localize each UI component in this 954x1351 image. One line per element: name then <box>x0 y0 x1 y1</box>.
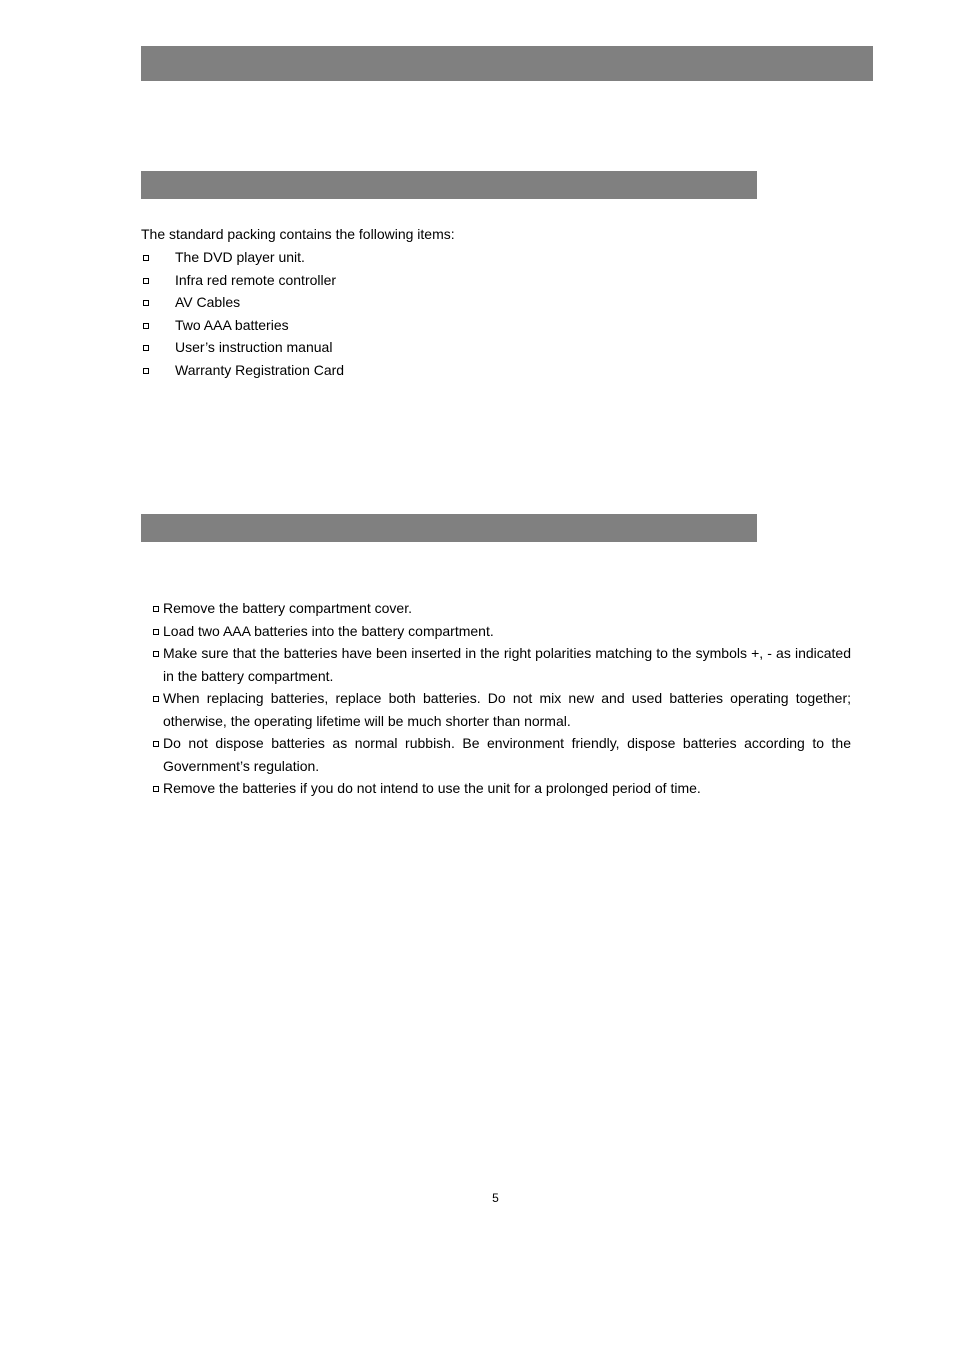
list-item <box>152 642 851 687</box>
list-item <box>152 732 851 777</box>
checkbox-bullet-icon <box>143 255 149 261</box>
checkbox-bullet-icon <box>143 278 149 284</box>
checkbox-bullet-icon <box>153 629 159 635</box>
section-bar-packing <box>141 171 757 199</box>
section-bar-battery <box>141 514 757 542</box>
checkbox-bullet-icon <box>153 651 159 657</box>
list-item-text: Load two AAA batteries into the battery compartment. <box>163 622 494 639</box>
list-item <box>152 777 851 800</box>
checkbox-bullet-icon <box>153 786 159 792</box>
packing-list <box>141 248 344 383</box>
checkbox-bullet-icon <box>143 323 149 329</box>
list-item-text: The DVD player unit. <box>175 249 305 265</box>
list-item-text: Remove the battery compartment cover. <box>163 600 412 616</box>
list-item <box>141 293 344 316</box>
list-item-text: When replacing batteries, replace both batteries. Do not mix new and used batteries operating together; otherwise, the operating lifetime will be much shorter than normal. <box>163 690 851 729</box>
checkbox-bullet-icon <box>153 696 159 702</box>
list-item-text: User’s instruction manual <box>175 339 333 355</box>
list-item-text: Make sure that the batteries have been inserted in the right polarities matching to the symbols +, - as indicated in the battery compartment. <box>163 645 851 684</box>
checkbox-bullet-icon <box>153 741 159 747</box>
checkbox-bullet-icon <box>143 300 149 306</box>
list-item-text: Two AAA batteries <box>175 316 289 333</box>
list-item-text: Do not dispose batteries as normal rubbish. Be environment friendly, dispose batteries according to the Government’s regulation. <box>163 735 851 774</box>
list-item-text: Infra red remote controller <box>175 271 337 288</box>
list-item-text: Warranty Registration Card <box>175 361 345 378</box>
page-number: 5 <box>492 1191 499 1205</box>
checkbox-bullet-icon <box>143 368 149 374</box>
list-item <box>152 597 851 620</box>
list-item-text: Remove the batteries if you do not intend to use the unit for a prolonged period of time. <box>163 780 701 796</box>
list-item <box>141 271 344 294</box>
header-bar <box>141 46 873 81</box>
list-item <box>141 338 344 361</box>
list-item <box>141 361 344 384</box>
list-item <box>152 620 851 643</box>
packing-intro: The standard packing contains the following items: <box>141 226 455 242</box>
battery-instructions-list <box>152 597 851 800</box>
list-item <box>141 248 344 271</box>
list-item <box>152 687 851 732</box>
list-item-text: AV Cables <box>175 294 241 310</box>
list-item <box>141 316 344 339</box>
checkbox-bullet-icon <box>153 606 159 612</box>
checkbox-bullet-icon <box>143 345 149 351</box>
